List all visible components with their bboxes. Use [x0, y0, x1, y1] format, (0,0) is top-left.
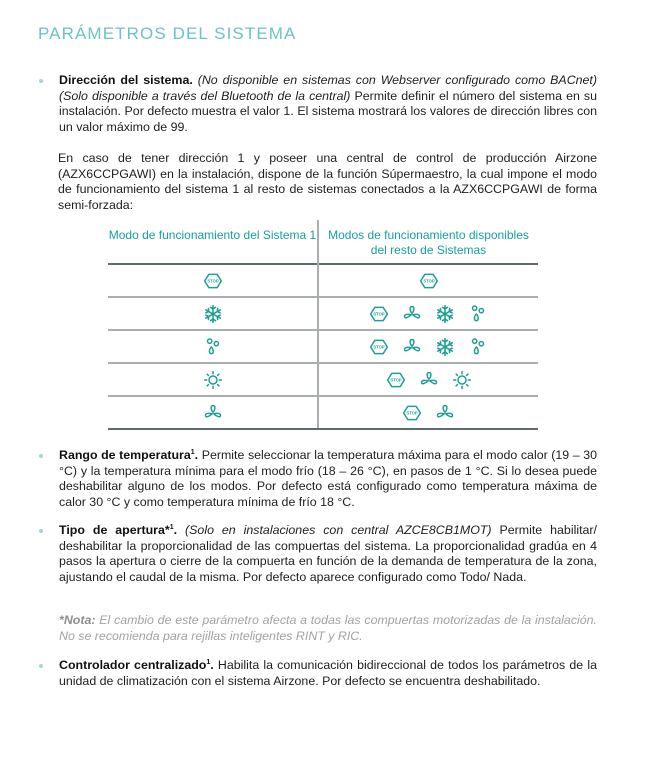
snowflake-icon	[435, 304, 455, 324]
table-header-system1: Modo de funcionamiento del Sistema 1	[108, 228, 317, 242]
bullet-text: Permite definir el número del sistema en su instalación. Por defecto muestra el valor 1. El sistema mostrará los valores de dirección libres con un valor máximo de 99.	[59, 88, 597, 134]
bullet-dot	[39, 664, 43, 668]
table-row	[108, 298, 538, 329]
table-row	[108, 364, 538, 395]
bullet-label: Rango de temperatura$^1$.	[59, 448, 199, 462]
fan-icon	[203, 403, 223, 423]
table-column-divider	[317, 220, 319, 428]
stop-icon	[402, 403, 422, 423]
bullet-dot	[39, 454, 43, 458]
bullet-italic: (Solo en instalaciones con central AZCE8CB1MOT)	[185, 523, 492, 537]
drops-icon	[468, 304, 488, 324]
sun-icon	[452, 370, 472, 390]
bullet-direccion	[39, 73, 597, 135]
supermaestro-paragraph: En caso de tener dirección 1 y poseer una central de control de producción Airzone (AZX6CCPGAWI) en la instalación, dispone de la función Súpermaestro, la cual impone el modo de funcionamiento del sistema 1 al resto de sistemas conectados a la AZX6CCPGAWI de forma semi-forzada:	[58, 151, 597, 212]
bullet-text: Habilita la comunicación bidireccional de todos los parámetros de la unidad de climatización con el sistema Airzone. Por defecto se encuentra deshabilitado.	[59, 658, 597, 688]
bullet-dot	[39, 529, 43, 533]
table-row	[108, 397, 538, 428]
svg-text:STOP: STOP	[422, 278, 435, 283]
svg-text:STOP: STOP	[373, 344, 385, 349]
stop-icon	[203, 271, 223, 291]
fan-icon	[419, 370, 439, 390]
svg-text:STOP: STOP	[406, 410, 418, 415]
system1-mode-cell	[108, 397, 317, 428]
bullet-label: Controlador centralizado$^1$.	[59, 658, 214, 672]
system1-mode-cell	[108, 265, 317, 296]
available-modes-cell	[319, 364, 538, 395]
svg-text:STOP: STOP	[373, 311, 385, 316]
snowflake-icon	[203, 304, 223, 324]
bullet-controlador	[39, 658, 597, 689]
table-header	[108, 228, 538, 264]
sun-icon	[203, 370, 223, 390]
note-label: *Nota:	[59, 613, 96, 627]
available-modes-cell	[319, 331, 538, 362]
table-row	[108, 265, 538, 296]
available-modes-cell	[319, 397, 538, 428]
bullet-tipo	[39, 523, 597, 585]
row-divider	[108, 428, 538, 430]
available-modes-cell	[319, 265, 538, 296]
note	[59, 613, 597, 644]
fan-icon	[402, 304, 422, 324]
stop-icon	[369, 304, 389, 324]
system1-mode-cell	[108, 331, 317, 362]
svg-text:STOP: STOP	[206, 278, 219, 283]
bullet-italic: (No disponible en sistemas con Webserver configurado como BACnet) (Solo disponible a través del Bluetooth de la central)	[59, 73, 597, 103]
note-text: El cambio de este parámetro afecta a todas las compuertas motorizadas de la instalación. No se recomienda para rejillas inteligentes RINT y RIC.	[59, 613, 597, 643]
system1-mode-cell	[108, 364, 317, 395]
snowflake-icon	[435, 337, 455, 357]
stop-icon	[386, 370, 406, 390]
bullet-label: Dirección del sistema.	[59, 73, 193, 87]
drops-icon	[468, 337, 488, 357]
bullet-rango	[39, 448, 597, 510]
table-row	[108, 331, 538, 362]
system1-mode-cell	[108, 298, 317, 329]
bullet-label: Tipo de apertura*$^1$.	[59, 523, 178, 537]
stop-icon	[369, 337, 389, 357]
available-modes-cell	[319, 298, 538, 329]
fan-icon	[402, 337, 422, 357]
bullet-dot	[39, 79, 43, 83]
table-header-others: Modos de funcionamiento disponibles del resto de Sistemas	[328, 228, 529, 257]
bullet-text: Permite seleccionar la temperatura máxima para el modo calor (19 – 30 °C) y la temperatura mínima para el modo frío (18 – 26 °C), en pasos de 1 °C. Si lo desea puede deshabilitar alguno de los modos. Por defecto está configurado como temperatura máxima de calor 30 °C y como temperatura mínima de frío 18 °C.	[59, 448, 597, 509]
page-title: PARÁMETROS DEL SISTEMA	[38, 24, 297, 43]
stop-icon	[419, 271, 439, 291]
drops-icon	[203, 337, 223, 357]
bullet-text: Permite habilitar/ deshabilitar la proporcionalidad de las compuertas del sistema. La proporcionalidad gradúa en 4 pasos la apertura o cierre de la compuerta en función de la demanda de temperatura de la zona, ajustando el caudal de la misma. Por defecto aparece configurado como Todo/ Nada.	[59, 523, 597, 584]
fan-icon	[435, 403, 455, 423]
svg-text:STOP: STOP	[389, 377, 402, 382]
